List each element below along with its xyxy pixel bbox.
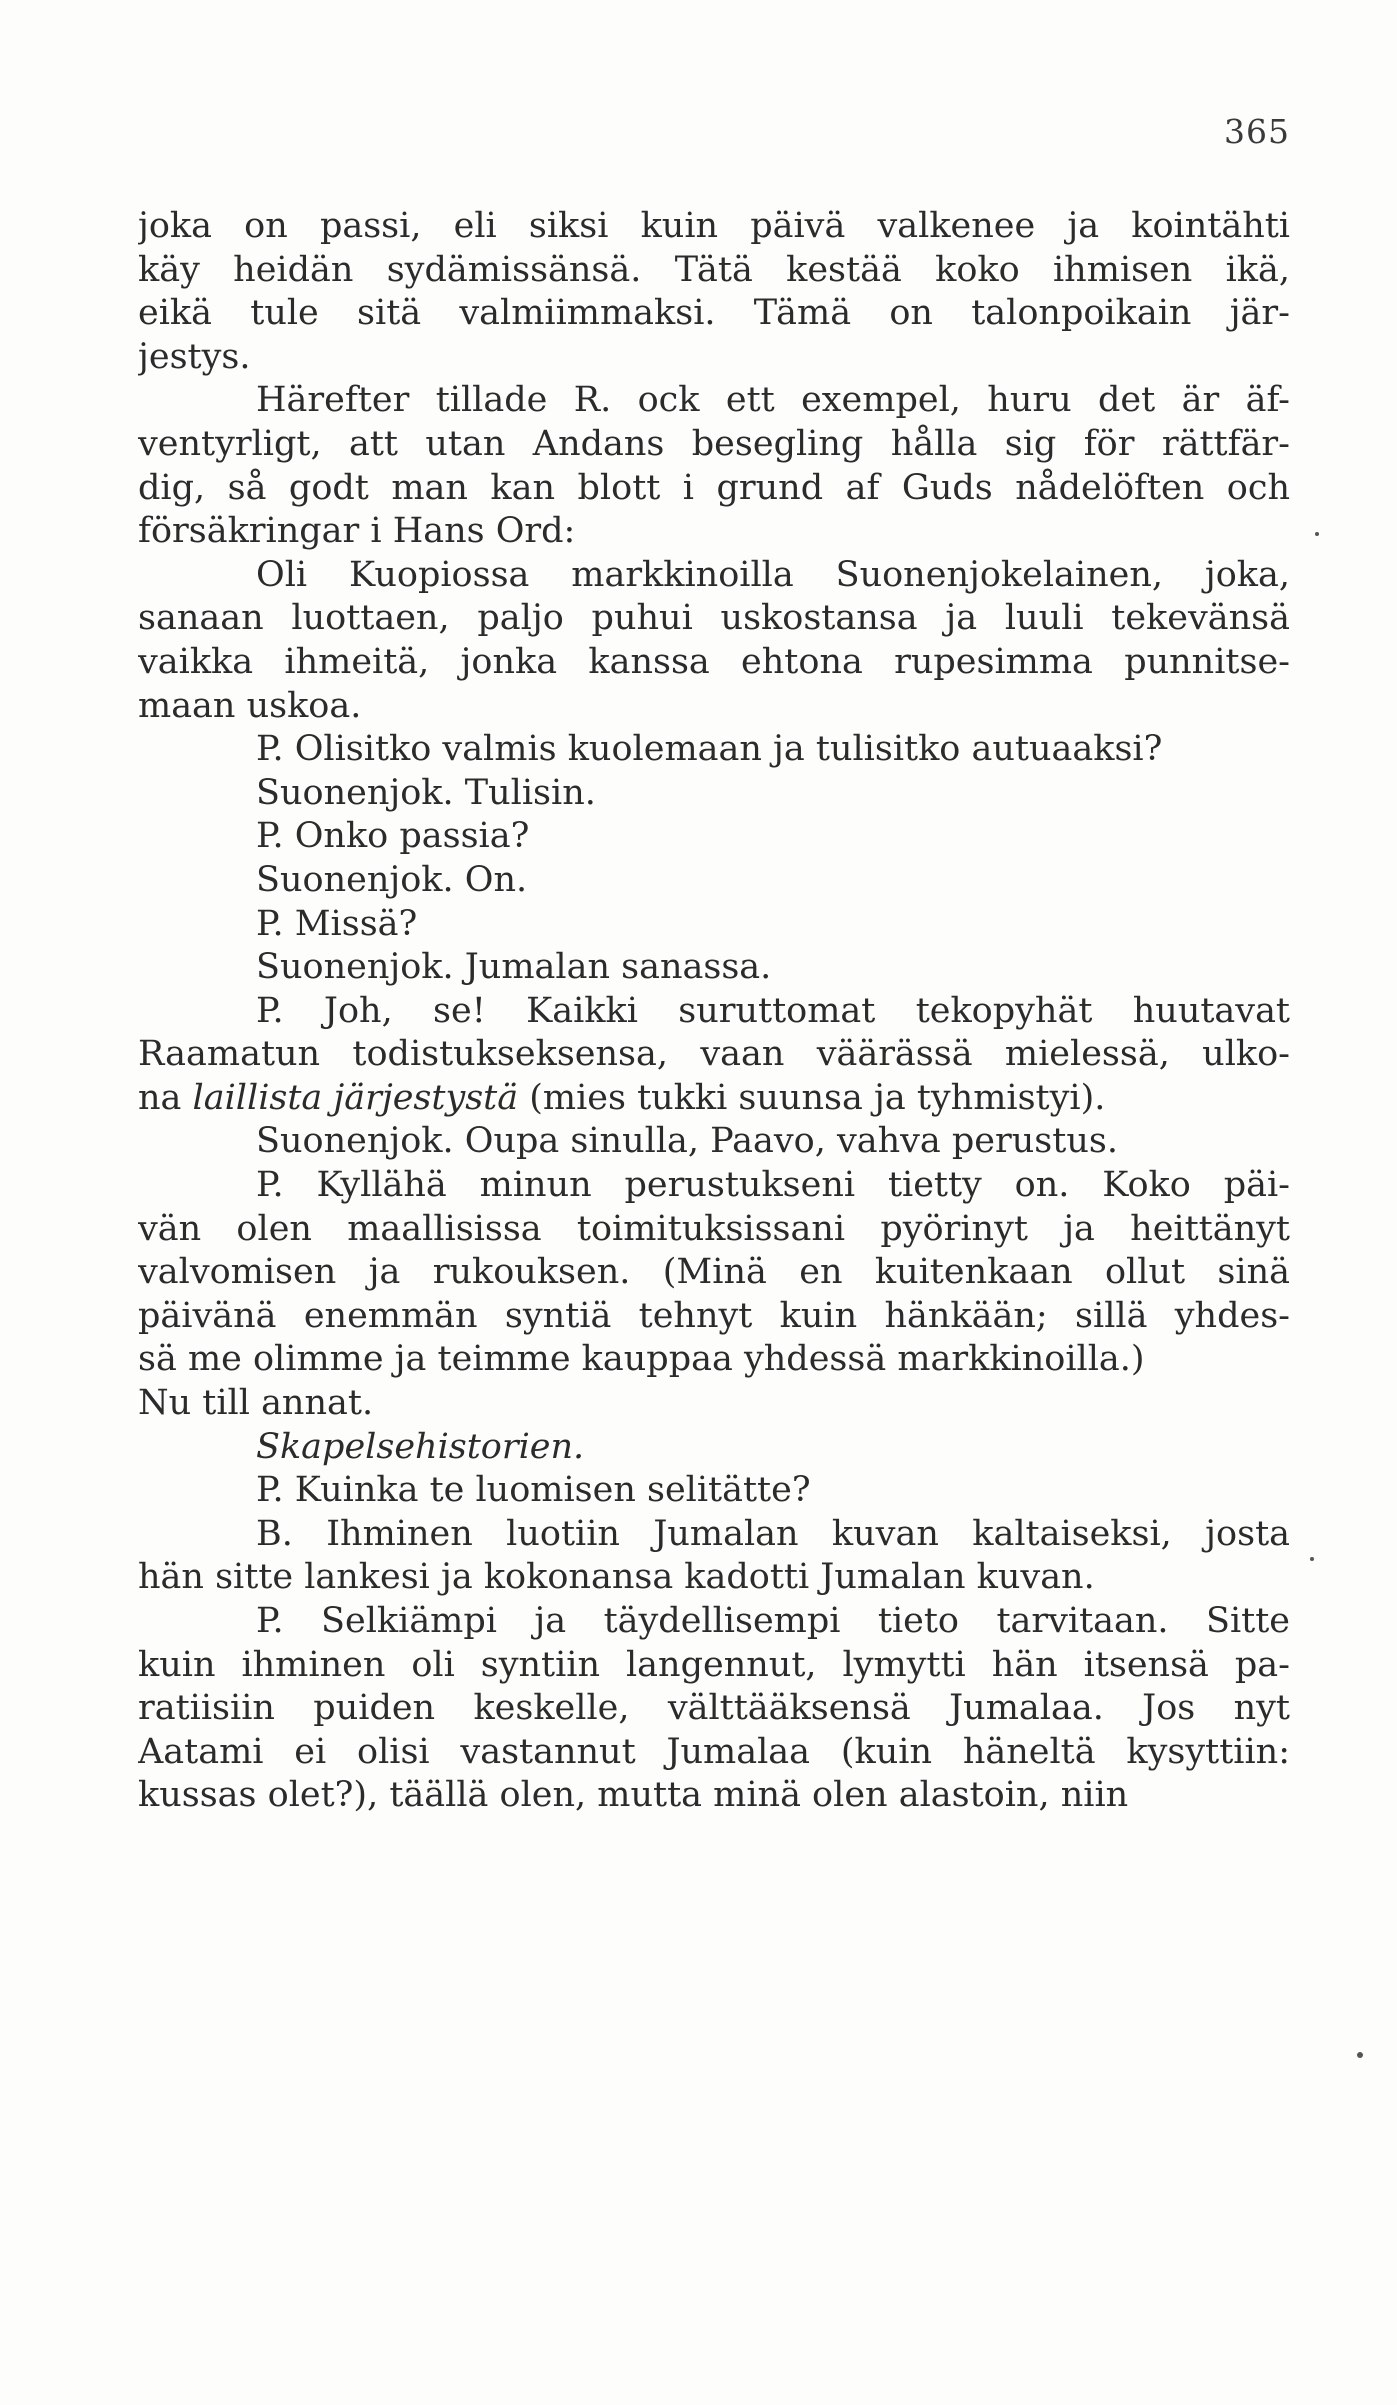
text-line: ventyrligt, att utan Andans besegling hålla sig för rättfär- bbox=[138, 423, 1290, 464]
text-line: Nu till annat. bbox=[138, 1383, 374, 1424]
text-line: ratiisiin puiden keskelle, välttääksensä Jumalaa. Jos nyt bbox=[138, 1688, 1290, 1729]
text-line: P. Joh, se! Kaikki suruttomat tekopyhät huutavat bbox=[256, 990, 1290, 1031]
paper-speck bbox=[1310, 1557, 1314, 1561]
text-line: sanaan luottaen, paljo puhui uskostansa ja luuli tekevänsä bbox=[138, 598, 1290, 639]
text-line: Härefter tillade R. ock ett exempel, huru det är äf- bbox=[256, 380, 1290, 421]
text-line: försäkringar i Hans Ord: bbox=[138, 511, 576, 552]
text-line: P. Selkiämpi ja täydellisempi tieto tarvitaan. Sitte bbox=[256, 1601, 1290, 1641]
text-prefix: na bbox=[138, 1077, 193, 1118]
text-line: dig, så godt man kan blott i grund af Guds nådelöften och bbox=[138, 467, 1290, 508]
text-line: vän olen maallisissa toimituksissani pyörinyt ja heittänyt bbox=[138, 1208, 1290, 1249]
text-line: eikä tule sitä valmiimmaksi. Tämä on talonpoikain jär- bbox=[138, 293, 1290, 334]
text-line: Oli Kuopiossa markkinoilla Suonenjokelainen, joka, bbox=[256, 554, 1290, 595]
text-line: Suonenjok. Oupa sinulla, Paavo, vahva perustus. bbox=[256, 1121, 1118, 1162]
text-line: Aatami ei olisi vastannut Jumalaa (kuin häneltä kysyttiin: bbox=[138, 1731, 1290, 1772]
paper-speck bbox=[1315, 532, 1319, 536]
text-line: P. Kuinka te luomisen selitätte? bbox=[256, 1470, 811, 1511]
body-text bbox=[138, 205, 1290, 1818]
text-suffix: (mies tukki suunsa ja tyhmistyi). bbox=[529, 1077, 1106, 1118]
text-line: Suonenjok. Jumalan sanassa. bbox=[256, 947, 772, 988]
text-line: P. Missä? bbox=[256, 903, 418, 944]
text-line: jestys. bbox=[138, 336, 251, 377]
text-line: kussas olet?), täällä olen, mutta minä olen alastoin, niin bbox=[138, 1775, 1129, 1816]
text-line: hän sitte lankesi ja kokonansa kadotti Jumalan kuvan. bbox=[138, 1557, 1095, 1598]
text-line: P. Olisitko valmis kuolemaan ja tulisitko autuaaksi? bbox=[256, 729, 1163, 770]
paper-speck bbox=[1357, 2052, 1363, 2058]
text-line: Suonenjok. On. bbox=[256, 859, 528, 900]
text-line: päivänä enemmän syntiä tehnyt kuin hänkään; sillä yhdes- bbox=[138, 1295, 1290, 1336]
text-line: vaikka ihmeitä, jonka kanssa ehtona rupesimma punnitse- bbox=[138, 641, 1290, 682]
text-line: sä me olimme ja teimme kauppaa yhdessä markkinoilla.) bbox=[138, 1339, 1145, 1380]
italic-phrase: laillista järjestystä bbox=[192, 1077, 519, 1118]
text-line: Suonenjok. Tulisin. bbox=[256, 772, 596, 813]
page-number: 365 bbox=[1224, 112, 1290, 151]
text-line: kuin ihminen oli syntiin langennut, lymytti hän itsensä pa- bbox=[138, 1644, 1290, 1685]
text-line: P. Kyllähä minun perustukseni tietty on. Koko päi- bbox=[256, 1165, 1290, 1206]
text-line: valvomisen ja rukouksen. (Minä en kuitenkaan ollut sinä bbox=[138, 1252, 1290, 1293]
text-line-mixed bbox=[138, 1077, 1290, 1121]
text-line: käy heidän sydämissänsä. Tätä kestää koko ihmisen ikä, bbox=[138, 249, 1290, 290]
section-heading: Skapelsehistorien. bbox=[256, 1426, 585, 1467]
text-line: maan uskoa. bbox=[138, 685, 362, 726]
text-line: joka on passi, eli siksi kuin päivä valkenee ja kointähti bbox=[138, 206, 1290, 246]
text-line: Raamatun todistukseksensa, vaan väärässä mielessä, ulko- bbox=[138, 1034, 1290, 1075]
text-line: B. Ihminen luotiin Jumalan kuvan kaltaiseksi, josta bbox=[256, 1513, 1290, 1554]
text-line: P. Onko passia? bbox=[256, 816, 530, 857]
